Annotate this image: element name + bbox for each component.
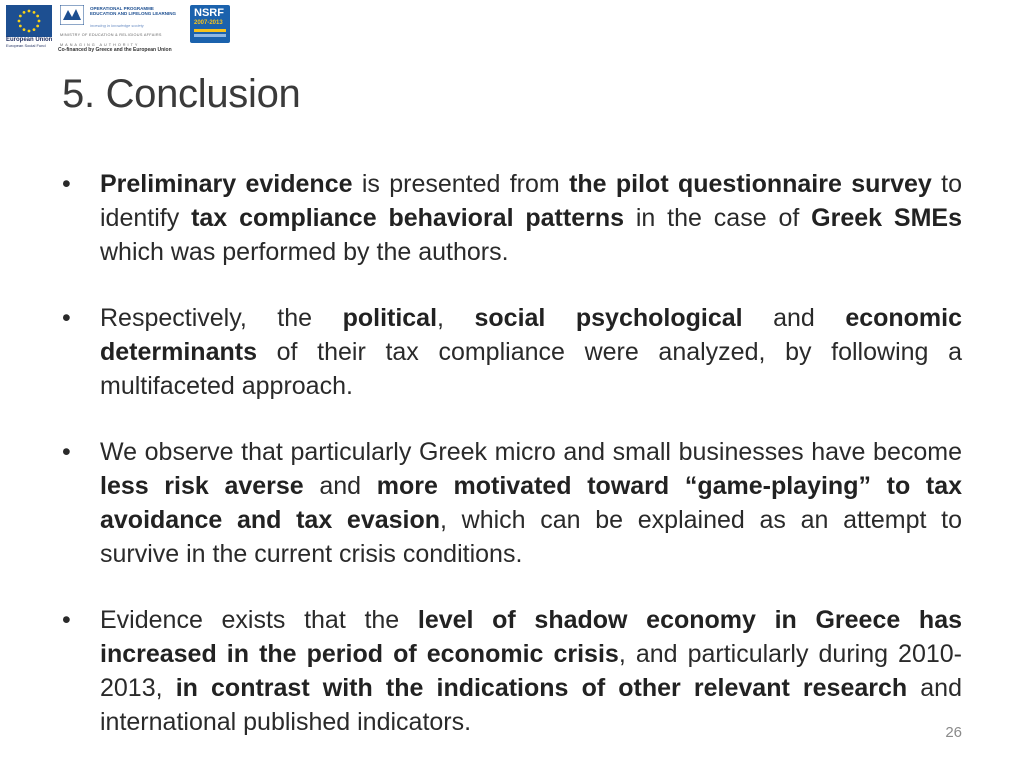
- operational-programme-logo: [60, 5, 176, 51]
- bullet-text: [100, 301, 962, 403]
- text-run: and: [303, 472, 377, 500]
- eu-star-icon: [33, 28, 36, 31]
- text-run: and: [742, 304, 846, 332]
- bullet-icon: •: [62, 170, 71, 198]
- esf-caption: European Social Fund: [6, 43, 46, 48]
- eu-star-icon: [36, 15, 39, 18]
- bold-text: Preliminary evidence: [100, 170, 353, 198]
- nsrf-title: NSRF: [194, 7, 224, 19]
- logo-banner: [0, 0, 232, 56]
- programme-emblem-icon: [60, 5, 84, 25]
- nsrf-years: 2007-2013: [194, 20, 223, 26]
- page-number: 26: [945, 724, 962, 741]
- bold-text: political: [342, 304, 438, 332]
- text-run: ,: [437, 304, 475, 332]
- bold-text: more motivated toward “game-playing” to tax avoidance and tax evasion: [100, 472, 963, 534]
- managing-authority: MANAGING AUTHORITY: [60, 43, 140, 47]
- nsrf-logo: [190, 5, 230, 45]
- bold-text: level of shadow economy in Greece has increased in the period of economic crisis: [100, 606, 963, 668]
- bullet-item: [62, 301, 962, 403]
- programme-name: OPERATIONAL PROGRAMME EDUCATION AND LIFELONG LEARNING: [90, 6, 176, 17]
- text-run: and international published indicators.: [100, 674, 962, 736]
- eu-star-icon: [23, 11, 26, 14]
- eu-star-icon: [28, 30, 31, 33]
- text-run: in the case of: [624, 204, 812, 232]
- bullet-list: [62, 167, 962, 771]
- bullet-text: [100, 435, 962, 571]
- bold-text: social psychological: [474, 304, 743, 332]
- bold-text: economic determinants: [100, 304, 963, 366]
- bold-text: Greek SMEs: [811, 204, 962, 232]
- eu-star-icon: [36, 25, 39, 28]
- eu-flag-icon: [6, 5, 52, 37]
- bullet-item: [62, 435, 962, 571]
- text-run: , and particularly during 2010-2013,: [100, 640, 962, 702]
- eu-star-icon: [38, 20, 41, 23]
- text-run: is presented from: [352, 170, 570, 198]
- bold-text: the pilot questionnaire survey: [569, 170, 932, 198]
- bullet-item: [62, 603, 962, 739]
- text-run: , which can be explained as an attempt to survive in the current crisis conditions.: [100, 506, 962, 568]
- eu-caption: European Union: [6, 37, 53, 43]
- bullet-text: [100, 167, 962, 269]
- programme-slogan: investing in knowledge society: [90, 23, 144, 28]
- text-run: of their tax compliance were analyzed, by following a multifaceted approach.: [100, 338, 962, 400]
- ministry-name: MINISTRY OF EDUCATION & RELIGIOUS AFFAIRS: [60, 33, 162, 37]
- bold-text: in contrast with the indications of other relevant research: [175, 674, 908, 702]
- eu-star-icon: [28, 10, 31, 13]
- eu-logo: [6, 5, 56, 53]
- bold-text: tax compliance behavioral patterns: [191, 204, 625, 232]
- eu-star-icon: [23, 28, 26, 31]
- text-run: We observe that particularly Greek micro and small businesses have become: [100, 438, 962, 466]
- text-run: which was performed by the authors.: [100, 238, 509, 266]
- bullet-item: [62, 167, 962, 269]
- eu-star-icon: [18, 20, 21, 23]
- bullet-icon: •: [62, 606, 71, 634]
- bold-text: less risk averse: [100, 472, 304, 500]
- cofinanced-text: Co-financed by Greece and the European Union: [58, 47, 172, 53]
- bullet-icon: •: [62, 438, 71, 466]
- slide-title: 5. Conclusion: [62, 72, 301, 116]
- text-run: Evidence exists that the: [100, 606, 418, 634]
- eu-star-icon: [19, 15, 22, 18]
- text-run: Respectively, the: [100, 304, 343, 332]
- bullet-icon: •: [62, 304, 71, 332]
- eu-star-icon: [19, 25, 22, 28]
- eu-star-icon: [33, 11, 36, 14]
- text-run: to identify: [100, 170, 963, 232]
- bullet-text: [100, 603, 962, 739]
